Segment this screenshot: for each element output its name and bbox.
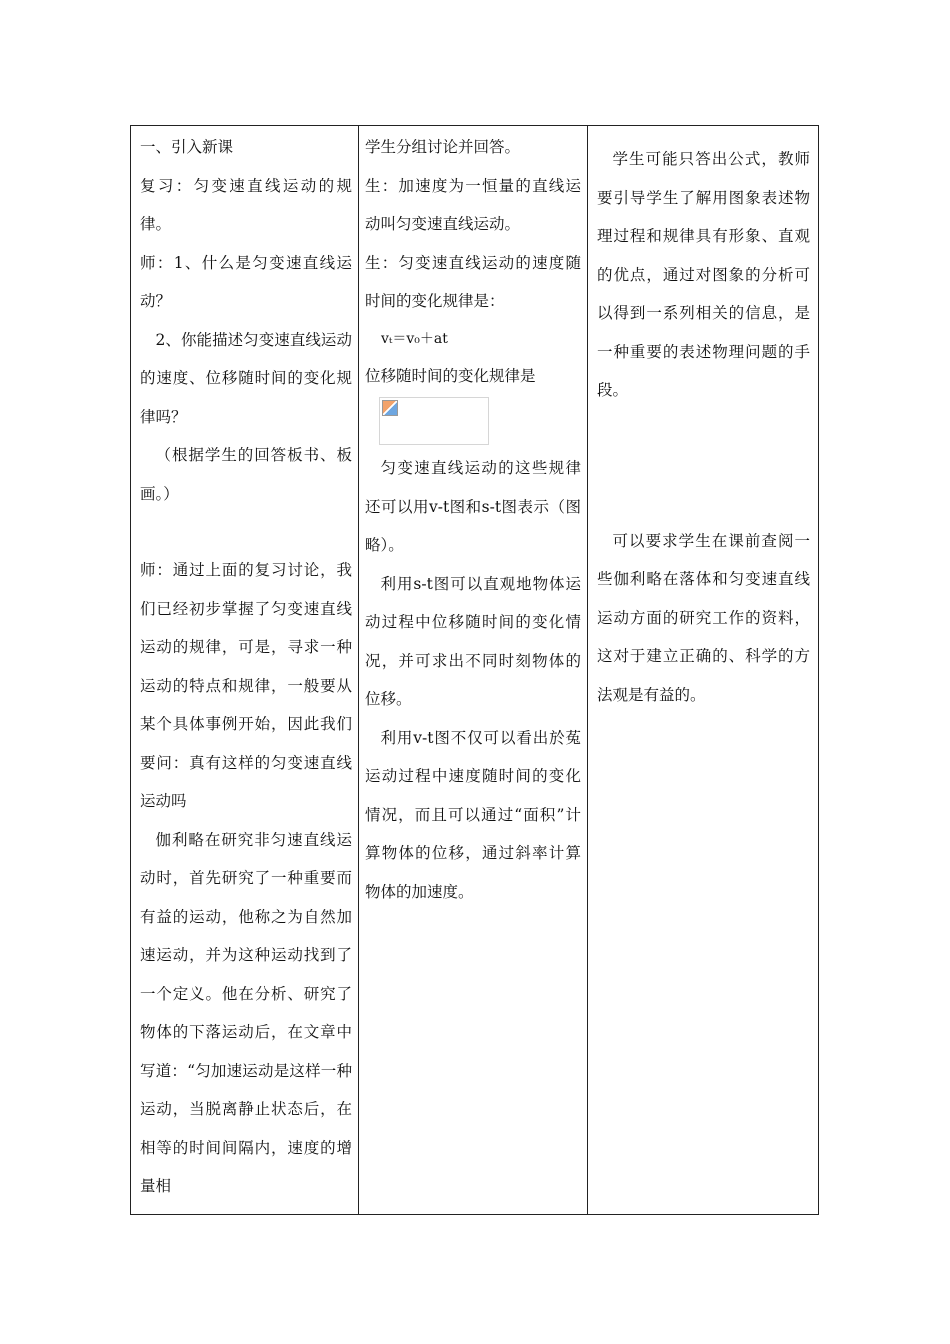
student-discussion: 学生分组讨论并回答。 [365,138,521,156]
broken-image-icon [382,400,398,416]
displacement-intro: 位移随时间的变化规律是 [365,366,536,385]
student-activity-column [359,126,588,1214]
teacher-discussion: 师：通过上面的复习讨论，我们已经初步掌握了匀变速直线运动的规律，可是，寻求一种运动的特点和规律，一般要从某个具体事例开始，因此我们要问：真有这样的匀变速直线运动吗 [140,561,352,810]
spacer [140,513,352,551]
teacher-activity-column [131,126,359,1214]
notes-column [588,126,818,1214]
formula-image-placeholder [379,397,489,445]
student-answer-2: 生：匀变速直线运动的速度随时间的变化规律是： [365,253,581,310]
section-heading: 一、引入新课 [140,138,234,156]
question-2: 2、你能描述匀变速直线运动的速度、位移随时间的变化规律吗？ [140,330,352,426]
review-line: 复习：匀变速直线运动的规律。 [140,176,352,233]
note-1: 学生可能只答出公式，教师要引导学生了解用图象表述物理过程和规律具有形象、直观的优点，通过对图象的分析可以得到一系列相关的信息，是一种重要的表述物理问题的手段。 [597,150,810,399]
note-2: 可以要求学生在课前查阅一些伽利略在落体和匀变速直线运动方面的研究工作的资料，这对于建立正确的、科学的方法观是有益的。 [597,531,810,704]
board-note: （根据学生的回答板书、板画。） [140,446,352,503]
velocity-formula: vₜ＝v₀＋at [381,330,448,347]
spacer [597,410,810,522]
st-graph-paragraph: 利用s-t图可以直观地物体运动过程中位移随时间的变化情况，并可求出不同时刻物体的位移。 [365,574,581,708]
graph-representation: 匀变速直线运动的这些规律还可以用v-t图和s-t图表示（图略）。 [365,459,581,554]
lesson-table [130,125,819,1215]
student-answer-1: 生：加速度为一恒量的直线运动叫匀变速直线运动。 [365,176,581,233]
vt-graph-paragraph: 利用v-t图不仅可以看出於菟运动过程中速度随时间的变化情况，而且可以通过“面积”计算物体的位移，通过斜率计算物体的加速度。 [365,728,581,901]
galileo-paragraph: 伽利略在研究非匀速直线运动时，首先研究了一种重要而有益的运动，他称之为自然加速运动，并为这种运动找到了一个定义。他在分析、研究了物体的下落运动后，在文章中写道：“匀加速运动是这样一种运动，当脱离静止状态后，在相等的时间间隔内，速度的增量相 [140,830,352,1195]
question-1: 师：1、什么是匀变速直线运动？ [140,253,352,310]
